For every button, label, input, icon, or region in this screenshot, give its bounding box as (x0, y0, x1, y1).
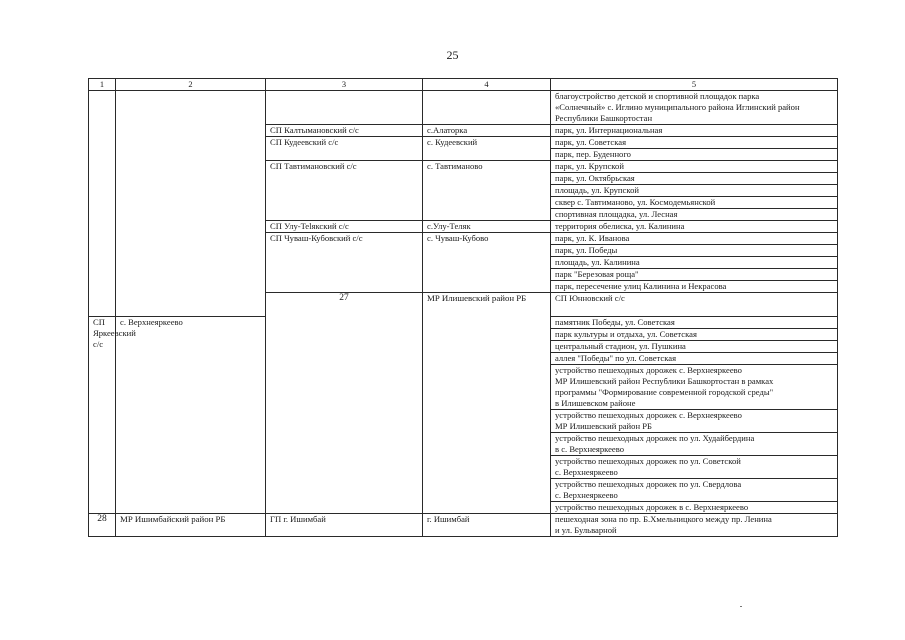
locality-cell (423, 91, 551, 125)
object-cell: аллея "Победы" по ул. Советская (551, 353, 838, 365)
object-cell: парк, пер. Буденного (551, 149, 838, 161)
settlement-cell: СП Тавтимановский с/с (266, 161, 423, 221)
num-cell: 27 (266, 293, 423, 514)
object-cell: устройство пешеходных дорожек с. Верхнеяркеево МР Илишевский район Республики Башкортостан в рамках программы "Формирование современной городской среды" в Илишевском районе (551, 365, 838, 410)
object-cell: спортивная площадка, ул. Лесная (551, 209, 838, 221)
object-cell: устройство пешеходных дорожек по ул. Советской с. Верхнеяркеево (551, 456, 838, 479)
object-cell: пешеходная зона по пр. Б.Хмельницкого между пр. Ленина и ул. Бульварной (551, 514, 838, 537)
settlement-cell: СП Улу-Telякский с/с (266, 221, 423, 233)
object-cell: площадь, ул. Крупской (551, 185, 838, 197)
object-cell: парк культуры и отдыха, ул. Советская (551, 329, 838, 341)
header-col-5: 5 (551, 79, 838, 91)
locality-cell: с. Верхнеяркеево (116, 317, 266, 514)
object-cell: сквер с. Тавтиманово, ул. Космодемьянской (551, 197, 838, 209)
locality-cell: г. Ишимбай (423, 514, 551, 537)
settlement-cell: СП Кудеевский с/с (266, 137, 423, 161)
settlement-cell: СП Калтымановский с/с (266, 125, 423, 137)
header-col-2: 2 (116, 79, 266, 91)
object-cell: территория обелиска, ул. Калинина (551, 221, 838, 233)
num-cell (89, 91, 116, 317)
settlement-cell: СП Юнновский с/с (551, 293, 838, 317)
object-cell: парк, ул. Советская (551, 137, 838, 149)
num-cell: 28 (89, 514, 116, 537)
object-cell: центральный стадион, ул. Пушкина (551, 341, 838, 353)
object-cell: парк, ул. Победы (551, 245, 838, 257)
object-cell: памятник Победы, ул. Советская (551, 317, 838, 329)
locality-cell: с.Улу-Теляк (423, 221, 551, 233)
objects-table (88, 78, 838, 537)
header-col-4: 4 (423, 79, 551, 91)
page-number: 25 (446, 48, 459, 62)
settlement-cell (266, 91, 423, 125)
district-cell: МР Ишимбайский район РБ (116, 514, 266, 537)
object-cell: парк, пересечение улиц Калинина и Некрасова (551, 281, 838, 293)
table-row (89, 91, 838, 125)
header-col-3: 3 (266, 79, 423, 91)
scan-speck (740, 606, 742, 607)
object-cell: устройство пешеходных дорожек по ул. Худайбердина в с. Верхнеяркеево (551, 433, 838, 456)
locality-cell: с. Тавтиманово (423, 161, 551, 221)
header-row (89, 79, 838, 91)
header-col-1: 1 (89, 79, 116, 91)
object-cell: парк, ул. К. Иванова (551, 233, 838, 245)
object-cell: парк, ул. Крупской (551, 161, 838, 173)
object-cell: устройство пешеходных дорожек по ул. Свердлова с. Верхнеяркеево (551, 479, 838, 502)
locality-cell: с. Чуваш-Кубово (423, 233, 551, 293)
settlement-cell: СП Чуваш-Кубовский с/с (266, 233, 423, 293)
settlement-cell: СП Яркеевский с/с (89, 317, 116, 514)
object-cell: устройство пешеходных дорожек с. Верхнеяркеево МР Илишевский район РБ (551, 410, 838, 433)
object-cell: парк "Березовая роща" (551, 269, 838, 281)
settlement-cell: ГП г. Ишимбай (266, 514, 423, 537)
district-cell (116, 91, 266, 317)
locality-cell: с. Кудеевский (423, 137, 551, 161)
table-row (89, 514, 838, 537)
object-cell: парк, ул. Интернациональная (551, 125, 838, 137)
object-cell: устройство пешеходных дорожек в с. Верхнеяркеево (551, 502, 838, 514)
object-cell: парк, ул. Октябрьская (551, 173, 838, 185)
object-cell: благоустройство детской и спортивной площадок парка «Солнечный» с. Иглино муниципального района Иглинский район Республики Башкортостан (551, 91, 838, 125)
district-cell: МР Илишевский район РБ (423, 293, 551, 514)
object-cell: площадь, ул. Калинина (551, 257, 838, 269)
locality-cell: с.Алаторка (423, 125, 551, 137)
